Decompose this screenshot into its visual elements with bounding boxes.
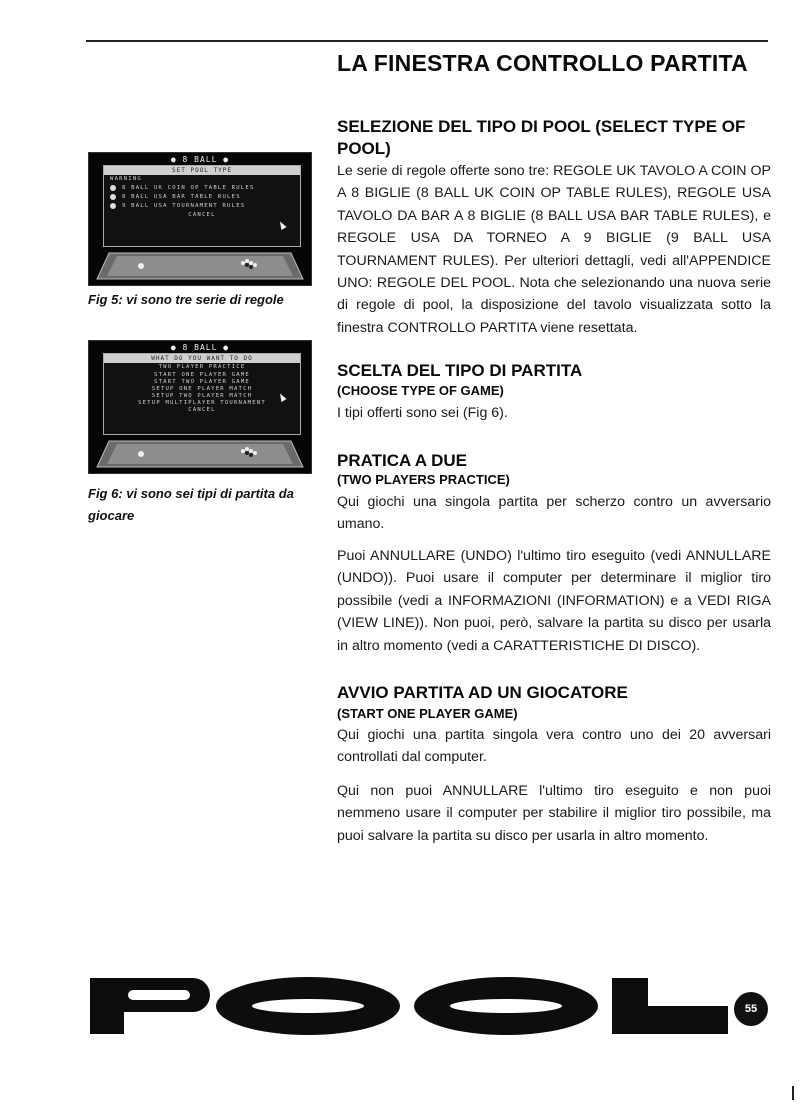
ball-icon <box>110 194 116 200</box>
fig5-screen-header: ● 8 BALL ● <box>170 155 230 164</box>
fig5-option-usa-bar-label: 8 BALL USA BAR TABLE RULES <box>122 194 241 200</box>
pool-logo <box>88 974 768 1038</box>
fig5-option-usa-bar <box>104 193 300 202</box>
fig5-screenshot <box>88 152 312 286</box>
fig5-option-usa-tournament <box>104 202 300 211</box>
fig6-dialog <box>103 353 301 435</box>
fig6-option-practice: TWO PLAYER PRACTICE <box>158 364 246 370</box>
section-select-pool-text: Le serie di regole offerte sono tre: REGOLE UK TAVOLO A COIN OP A 8 BIGLIE (8 BALL UK COIN OP TABLE RULES), REGOLE USA TAVOLO DA BAR A 8 BIGLIE (8 BALL USA BAR TABLE RULES), e REGOLE USA DA TORNEO A 9 BIGLIE (9 BALL USA TOURNAMENT RULES). Per ulteriori dettagli, vedi all'APPENDICE UNO: REGOLE DEL POOL. Nota che selezionando una nuova serie di regole di pool, la disposizione del tavolo visualizzata sotto la finestra CONTROLLO PARTITA viene resettata. <box>337 163 771 336</box>
fig5-dialog <box>103 165 301 247</box>
fig6-option-tournament: SETUP MULTIPLAYER TOURNAMENT <box>138 400 266 406</box>
ball-icon <box>110 185 116 191</box>
section-practice-subheading: (TWO PLAYERS PRACTICE) <box>337 472 510 487</box>
section-one-player-text-1: Qui giochi una partita singola vera contro uno dei 20 avversari controllati dal computer. <box>337 727 771 766</box>
fig5-warning: WARNING <box>110 176 142 182</box>
fig6-option-two-match: SETUP TWO PLAYER MATCH <box>151 393 253 399</box>
section-practice-heading: PRATICA A DUE <box>337 451 468 470</box>
fig5-option-uk-label: 8 BALL UK COIN OP TABLE RULES <box>122 185 255 191</box>
fig5-option-uk <box>104 184 300 193</box>
ball-icon <box>110 203 116 209</box>
fig5-cancel: CANCEL <box>188 212 216 218</box>
fig6-cancel: CANCEL <box>188 407 216 413</box>
fig6-screen-header: ● 8 BALL ● <box>170 343 230 352</box>
fig5-dialog-title: SET POOL TYPE <box>104 166 300 175</box>
pool-table-graphic <box>95 251 305 281</box>
corner-mark <box>792 1086 794 1100</box>
pool-table-graphic <box>95 439 305 469</box>
section-one-player-subheading: (START ONE PLAYER GAME) <box>337 706 518 721</box>
section-game-type-text: I tipi offerti sono sei (Fig 6). <box>337 405 508 421</box>
fig6-caption: Fig 6: vi sono sei tipi di partita da giocare <box>88 486 294 523</box>
top-rule <box>86 40 768 42</box>
section-game-type-subheading: (CHOOSE TYPE OF GAME) <box>337 383 504 398</box>
section-practice-text-2: Puoi ANNULLARE (UNDO) l'ultimo tiro eseguito (vedi ANNULLARE (UNDO)). Puoi usare il computer per determinare il miglior tiro possibile (vedi a INFORMAZIONI (INFORMATION) e a VEDI RIGA (VIEW LINE)). Non puoi, però, salvare la partita su disco per usarla in altro momento (vedi a CARATTERISTICHE DI DISCO). <box>337 548 771 654</box>
fig6-dialog-title: WHAT DO YOU WANT TO DO <box>104 354 300 363</box>
page-number: 55 <box>734 992 768 1026</box>
fig6-option-one-player: START ONE PLAYER GAME <box>154 372 250 378</box>
fig5-option-usa-tournament-label: 9 BALL USA TOURNAMENT RULES <box>122 203 246 209</box>
fig6-option-two-player: START TWO PLAYER GAME <box>154 379 250 385</box>
section-select-pool-heading: SELEZIONE DEL TIPO DI POOL (SELECT TYPE OF POOL) <box>337 117 746 158</box>
section-game-type-heading: SCELTA DEL TIPO DI PARTITA <box>337 361 583 380</box>
fig6-screenshot <box>88 340 312 474</box>
fig5-caption: Fig 5: vi sono tre serie di regole <box>88 292 284 307</box>
section-one-player-heading: AVVIO PARTITA AD UN GIOCATORE <box>337 683 628 702</box>
page-title: LA FINESTRA CONTROLLO PARTITA <box>337 50 748 76</box>
fig6-option-one-match: SETUP ONE PLAYER MATCH <box>151 386 253 392</box>
section-practice-text-1: Qui giochi una singola partita per scherzo contro un avversario umano. <box>337 494 771 533</box>
section-one-player-text-2: Qui non puoi ANNULLARE l'ultimo tiro eseguito e non puoi nemmeno usare il computer per stabilire il miglior tiro possibile, ma puoi salvare la partita su disco per usarla in altro momento. <box>337 783 771 844</box>
